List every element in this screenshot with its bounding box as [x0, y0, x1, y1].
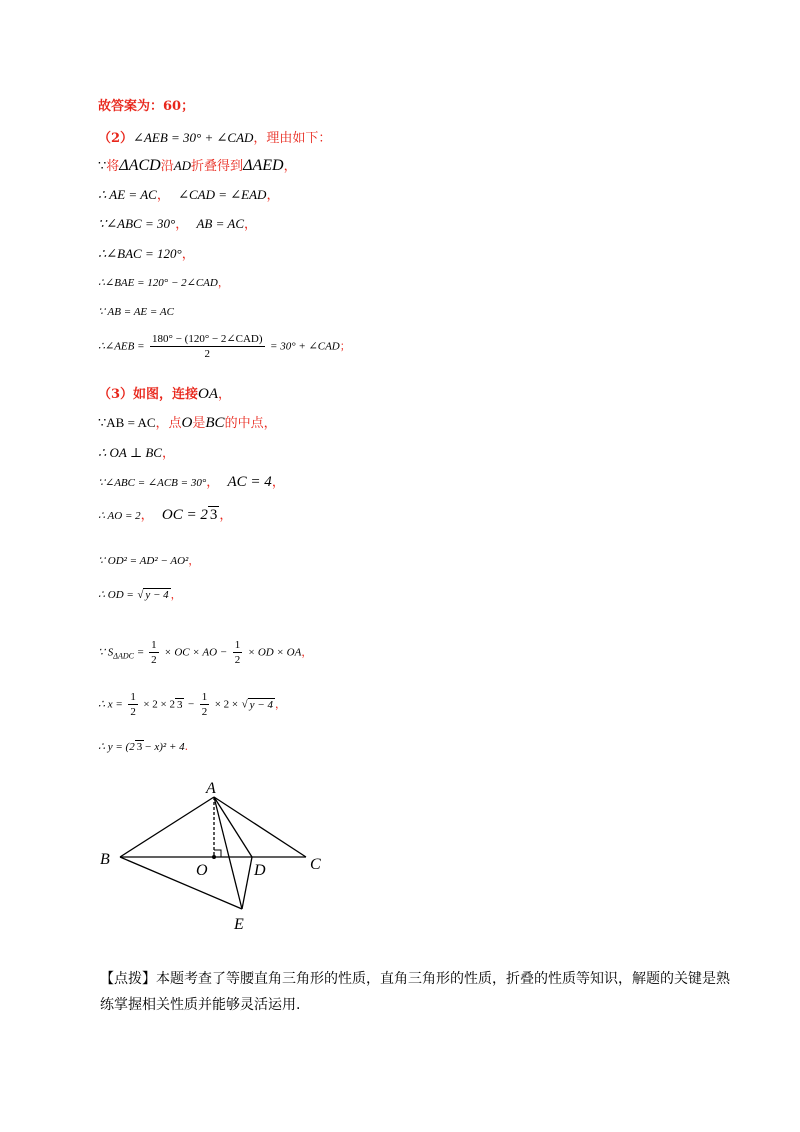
answer-line: 故答案为：60；: [98, 99, 195, 114]
ao-oc-line: ∴ AO = 2， OC = 2 3 ，: [98, 507, 233, 523]
part3-heading: （3）如图，连接OA，: [98, 386, 232, 402]
perpendicular-line: ∴ OA ⊥ BC，: [98, 445, 175, 461]
segment-ab: [120, 797, 214, 857]
pythagoras-line: ∵ OD² = AD² − AO²，: [98, 554, 200, 567]
part2-heading: （2）∠AEB = 30° + ∠CAD，理由如下：: [98, 130, 332, 146]
segment-ac: [214, 797, 306, 857]
given-angle-line: ∵∠ABC = 30°， AB = AC，: [98, 216, 258, 232]
label-o: O: [196, 862, 208, 879]
point-o: [212, 855, 216, 859]
label-c: C: [310, 856, 321, 873]
half-fraction: $\frac{1}{2}$: [201, 691, 208, 718]
geometry-figure: [90, 775, 350, 935]
od-line: ∴ OD = √ y − 4 ，: [98, 588, 182, 601]
segment-be: [120, 857, 242, 909]
equal-sides-line: ∴ AE = AC， ∠CAD = ∠EAD，: [98, 187, 280, 203]
segment-ae: [214, 797, 242, 909]
label-a: A: [206, 780, 216, 797]
half-fraction: $\frac{1}{2}$: [151, 639, 157, 666]
area-line: ∵ $S_{\Delta ADC}$ = $\frac{1}{2}$ × OC × AO − $\frac{1}{2}$ × OD × OA，: [98, 639, 313, 666]
fold-statement: ∵将ΔACD沿AD折叠得到ΔAED，: [98, 157, 297, 174]
aeb-fraction: $\frac{\text{180° − (120° − 2∠CAD)}}{2}$: [152, 333, 263, 360]
label-b: B: [100, 851, 110, 868]
angles-line: ∵∠ABC = ∠ACB = 30°， AC = 4，: [98, 474, 285, 490]
label-e: E: [234, 916, 244, 933]
summary-paragraph: 【点拨】本题考查了等腰直角三角形的性质，直角三角形的性质，折叠的性质等知识，解题的关键是熟练掌握相关性质并能够灵活运用.: [100, 971, 730, 1013]
bac-line: ∴∠BAC = 120°，: [98, 246, 195, 262]
bae-line: ∴∠BAE = 120° − 2∠CAD，: [98, 276, 229, 289]
y-expression-line: ∴ y = (2 3 − x)² + 4.: [98, 740, 189, 753]
x-expression-line: ∴ x = $\frac{1}{2}$ × 2 × 2 3 − $\frac{1}{2}$ × 2 × √ y − 4 ，: [98, 691, 286, 718]
segment-ad: [214, 797, 252, 857]
aeb-result-line: ∴∠AEB = $\frac{\text{180° − (120° − 2∠CAD)}}{2}$ = 30° + ∠CAD；: [98, 333, 351, 360]
segment-de: [242, 857, 252, 909]
three-equal-line: ∵ AB = AE = AC: [98, 306, 174, 318]
midpoint-line: ∵AB = AC，点O是BC的中点，: [98, 415, 277, 431]
half-fraction: $\frac{1}{2}$: [130, 691, 136, 718]
half-fraction: $\frac{1}{2}$: [234, 639, 241, 666]
label-d: D: [254, 862, 266, 879]
